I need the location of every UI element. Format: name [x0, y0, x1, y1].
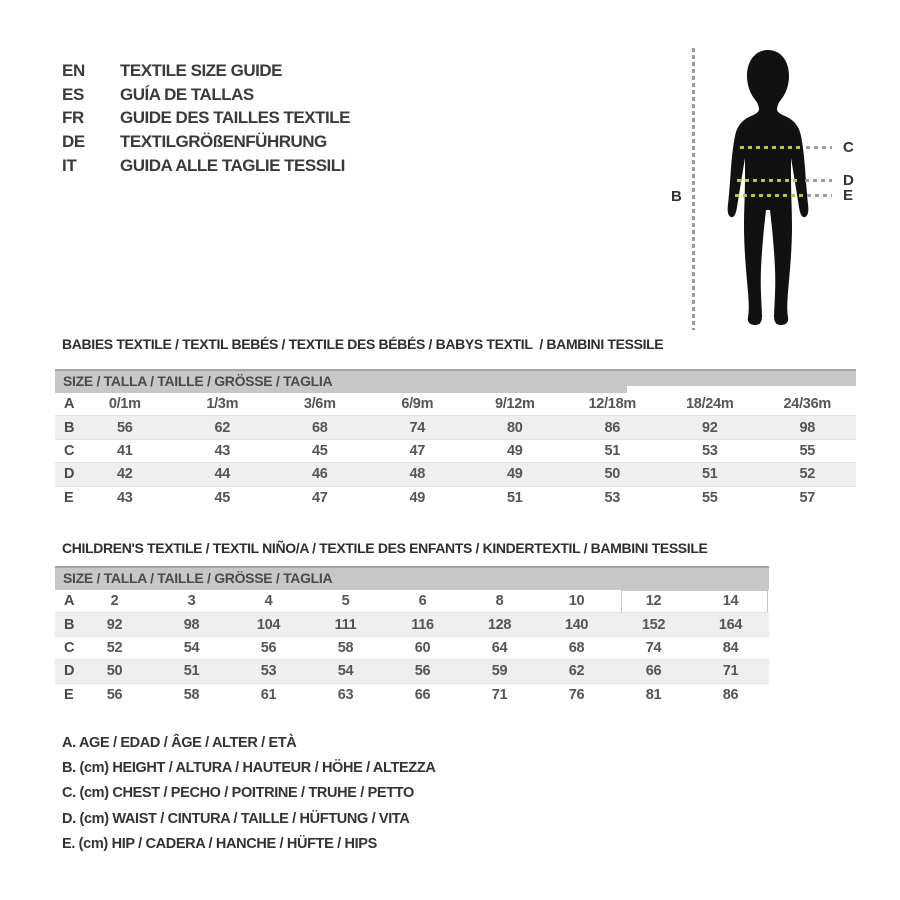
size-cell: 66	[645, 663, 662, 680]
size-cell: 71	[491, 687, 508, 704]
size-cell: 56	[116, 419, 133, 436]
babies-header-notch	[627, 386, 856, 393]
chest-line-body	[740, 146, 802, 149]
size-cell: 55	[799, 442, 816, 459]
size-cell: 76	[568, 687, 585, 704]
size-cell: 62	[568, 663, 585, 680]
size-cell: 46	[311, 466, 328, 483]
size-cell: 54	[337, 663, 354, 680]
size-cell: 45	[311, 442, 328, 459]
children-size-table	[55, 566, 769, 707]
size-cell: 8	[495, 593, 504, 610]
size-cell: 51	[701, 466, 718, 483]
table-row	[55, 393, 856, 416]
size-cell: 53	[604, 490, 621, 507]
size-cell: 50	[106, 663, 123, 680]
size-cell: 14	[722, 593, 739, 610]
table-row	[55, 613, 769, 636]
size-cell: 54	[183, 639, 200, 656]
size-cell: 68	[568, 639, 585, 656]
row-label: D	[64, 466, 75, 483]
table-row	[55, 660, 769, 683]
size-cell: 6	[418, 593, 427, 610]
size-cell: 48	[409, 466, 426, 483]
waist-line-leader	[805, 179, 832, 182]
size-cell: 43	[116, 490, 133, 507]
waist-measure-label: D	[843, 172, 854, 189]
size-cell: 49	[506, 466, 523, 483]
language-row	[62, 130, 350, 154]
size-cell: 59	[491, 663, 508, 680]
table-row	[55, 590, 769, 613]
size-cell: 86	[604, 419, 621, 436]
legend-line: D. (cm) WAIST / CINTURA / TAILLE / HÜFTUNG / VITA	[62, 810, 410, 827]
row-label: E	[64, 490, 74, 507]
size-cell: 86	[722, 687, 739, 704]
size-cell: 55	[701, 490, 718, 507]
table-row	[55, 487, 856, 510]
table-row	[55, 416, 856, 439]
size-cell: 41	[116, 442, 133, 459]
table-row	[55, 637, 769, 660]
size-cell: 42	[116, 466, 133, 483]
babies-table-header	[55, 369, 856, 393]
legend-line: B. (cm) HEIGHT / ALTURA / HAUTEUR / HÖHE / ALTEZZA	[62, 759, 436, 776]
size-cell: 50	[604, 466, 621, 483]
language-row	[62, 83, 350, 107]
size-cell: 53	[701, 442, 718, 459]
size-cell: 3/6m	[303, 396, 336, 413]
size-cell: 92	[106, 616, 123, 633]
table-row	[55, 684, 769, 707]
size-cell: 74	[409, 419, 426, 436]
legend-line: C. (cm) CHEST / PECHO / POITRINE / TRUHE / PETTO	[62, 785, 414, 802]
size-cell: 84	[722, 639, 739, 656]
language-code: ES	[62, 84, 84, 104]
size-cell: 44	[214, 466, 231, 483]
language-title: GUÍA DE TALLAS	[120, 84, 254, 104]
babies-section-title: BABIES TEXTILE / TEXTIL BEBÉS / TEXTILE DES BÉBÉS / BABYS TEXTIL / BAMBINI TESSILE	[62, 336, 664, 352]
row-label: A	[64, 593, 75, 610]
size-cell: 152	[641, 616, 666, 633]
size-cell: 98	[183, 616, 200, 633]
hip-line-body	[735, 194, 803, 197]
chest-line-leader	[806, 146, 832, 149]
size-cell: 104	[256, 616, 281, 633]
size-cell: 60	[414, 639, 431, 656]
babies-table-body	[55, 393, 856, 510]
size-cell: 52	[799, 466, 816, 483]
language-row	[62, 154, 350, 178]
size-cell: 81	[645, 687, 662, 704]
language-code: IT	[62, 156, 77, 176]
size-cell: 49	[409, 490, 426, 507]
size-cell: 4	[264, 593, 273, 610]
children-table-header	[55, 566, 769, 590]
language-code: EN	[62, 60, 85, 80]
size-cell: 10	[568, 593, 585, 610]
row-label: B	[64, 419, 75, 436]
language-code: FR	[62, 108, 84, 128]
row-label: D	[64, 663, 75, 680]
size-cell: 24/36m	[783, 396, 831, 413]
row-label: A	[64, 396, 75, 413]
language-title: TEXTILGRÖßENFÜHRUNG	[120, 132, 327, 152]
size-cell: 56	[106, 687, 123, 704]
row-label: E	[64, 687, 74, 704]
size-cell: 51	[506, 490, 523, 507]
language-title: GUIDE DES TAILLES TEXTILE	[120, 108, 350, 128]
size-cell: 80	[506, 419, 523, 436]
size-cell: 164	[718, 616, 743, 633]
measurement-legend	[62, 730, 435, 856]
size-cell: 45	[214, 490, 231, 507]
size-cell: 0/1m	[108, 396, 141, 413]
size-cell: 52	[106, 639, 123, 656]
row-label: B	[64, 616, 75, 633]
size-cell: 111	[334, 616, 357, 633]
size-cell: 58	[183, 687, 200, 704]
size-cell: 6/9m	[401, 396, 434, 413]
size-cell: 74	[645, 639, 662, 656]
size-cell: 56	[260, 639, 277, 656]
babies-size-table	[55, 369, 856, 510]
hip-measure-label: E	[843, 187, 854, 204]
language-title-list	[62, 59, 350, 178]
size-cell: 3	[187, 593, 196, 610]
size-cell: 128	[487, 616, 512, 633]
chest-measure-label: C	[843, 139, 854, 156]
size-cell: 58	[337, 639, 354, 656]
children-table-body	[55, 590, 769, 707]
size-cell: 18/24m	[686, 396, 734, 413]
language-title: TEXTILE SIZE GUIDE	[120, 60, 282, 80]
size-cell: 47	[311, 490, 328, 507]
child-silhouette-icon	[706, 44, 830, 326]
waist-line-body	[737, 179, 801, 182]
language-row	[62, 107, 350, 131]
size-cell: 51	[183, 663, 200, 680]
size-cell: 5	[341, 593, 350, 610]
language-title: GUIDA ALLE TAGLIE TESSILI	[120, 156, 345, 176]
size-cell: 64	[491, 639, 508, 656]
size-cell: 12	[645, 593, 662, 610]
size-cell: 47	[409, 442, 426, 459]
legend-line: A. AGE / EDAD / ÂGE / ALTER / ETÀ	[62, 734, 297, 751]
size-cell: 53	[260, 663, 277, 680]
size-cell: 9/12m	[494, 396, 535, 413]
size-cell: 57	[799, 490, 816, 507]
height-measure-label: B	[671, 188, 682, 205]
size-cell: 68	[311, 419, 328, 436]
children-table-header-label: SIZE / TALLA / TAILLE / GRÖSSE / TAGLIA	[63, 570, 333, 586]
size-cell: 98	[799, 419, 816, 436]
size-cell: 116	[411, 616, 434, 633]
babies-table-header-label: SIZE / TALLA / TAILLE / GRÖSSE / TAGLIA	[63, 373, 333, 389]
size-cell: 92	[701, 419, 718, 436]
table-row	[55, 463, 856, 486]
height-dotted-line	[692, 48, 695, 330]
row-label: C	[64, 442, 75, 459]
size-cell: 61	[260, 687, 277, 704]
children-section-title: CHILDREN'S TEXTILE / TEXTIL NIÑO/A / TEXTILE DES ENFANTS / KINDERTEXTIL / BAMBINI TESSILE	[62, 540, 708, 556]
size-cell: 1/3m	[206, 396, 239, 413]
legend-line: E. (cm) HIP / CADERA / HANCHE / HÜFTE / HIPS	[62, 835, 377, 852]
size-cell: 12/18m	[588, 396, 636, 413]
row-label: C	[64, 639, 75, 656]
hip-line-leader	[807, 194, 832, 197]
size-cell: 140	[564, 616, 589, 633]
table-row	[55, 440, 856, 463]
language-row	[62, 59, 350, 83]
size-cell: 71	[722, 663, 739, 680]
size-cell: 51	[604, 442, 621, 459]
size-cell: 49	[506, 442, 523, 459]
size-cell: 43	[214, 442, 231, 459]
size-cell: 66	[414, 687, 431, 704]
size-cell: 63	[337, 687, 354, 704]
size-cell: 62	[214, 419, 231, 436]
language-code: DE	[62, 132, 85, 152]
size-cell: 56	[414, 663, 431, 680]
size-cell: 2	[110, 593, 119, 610]
